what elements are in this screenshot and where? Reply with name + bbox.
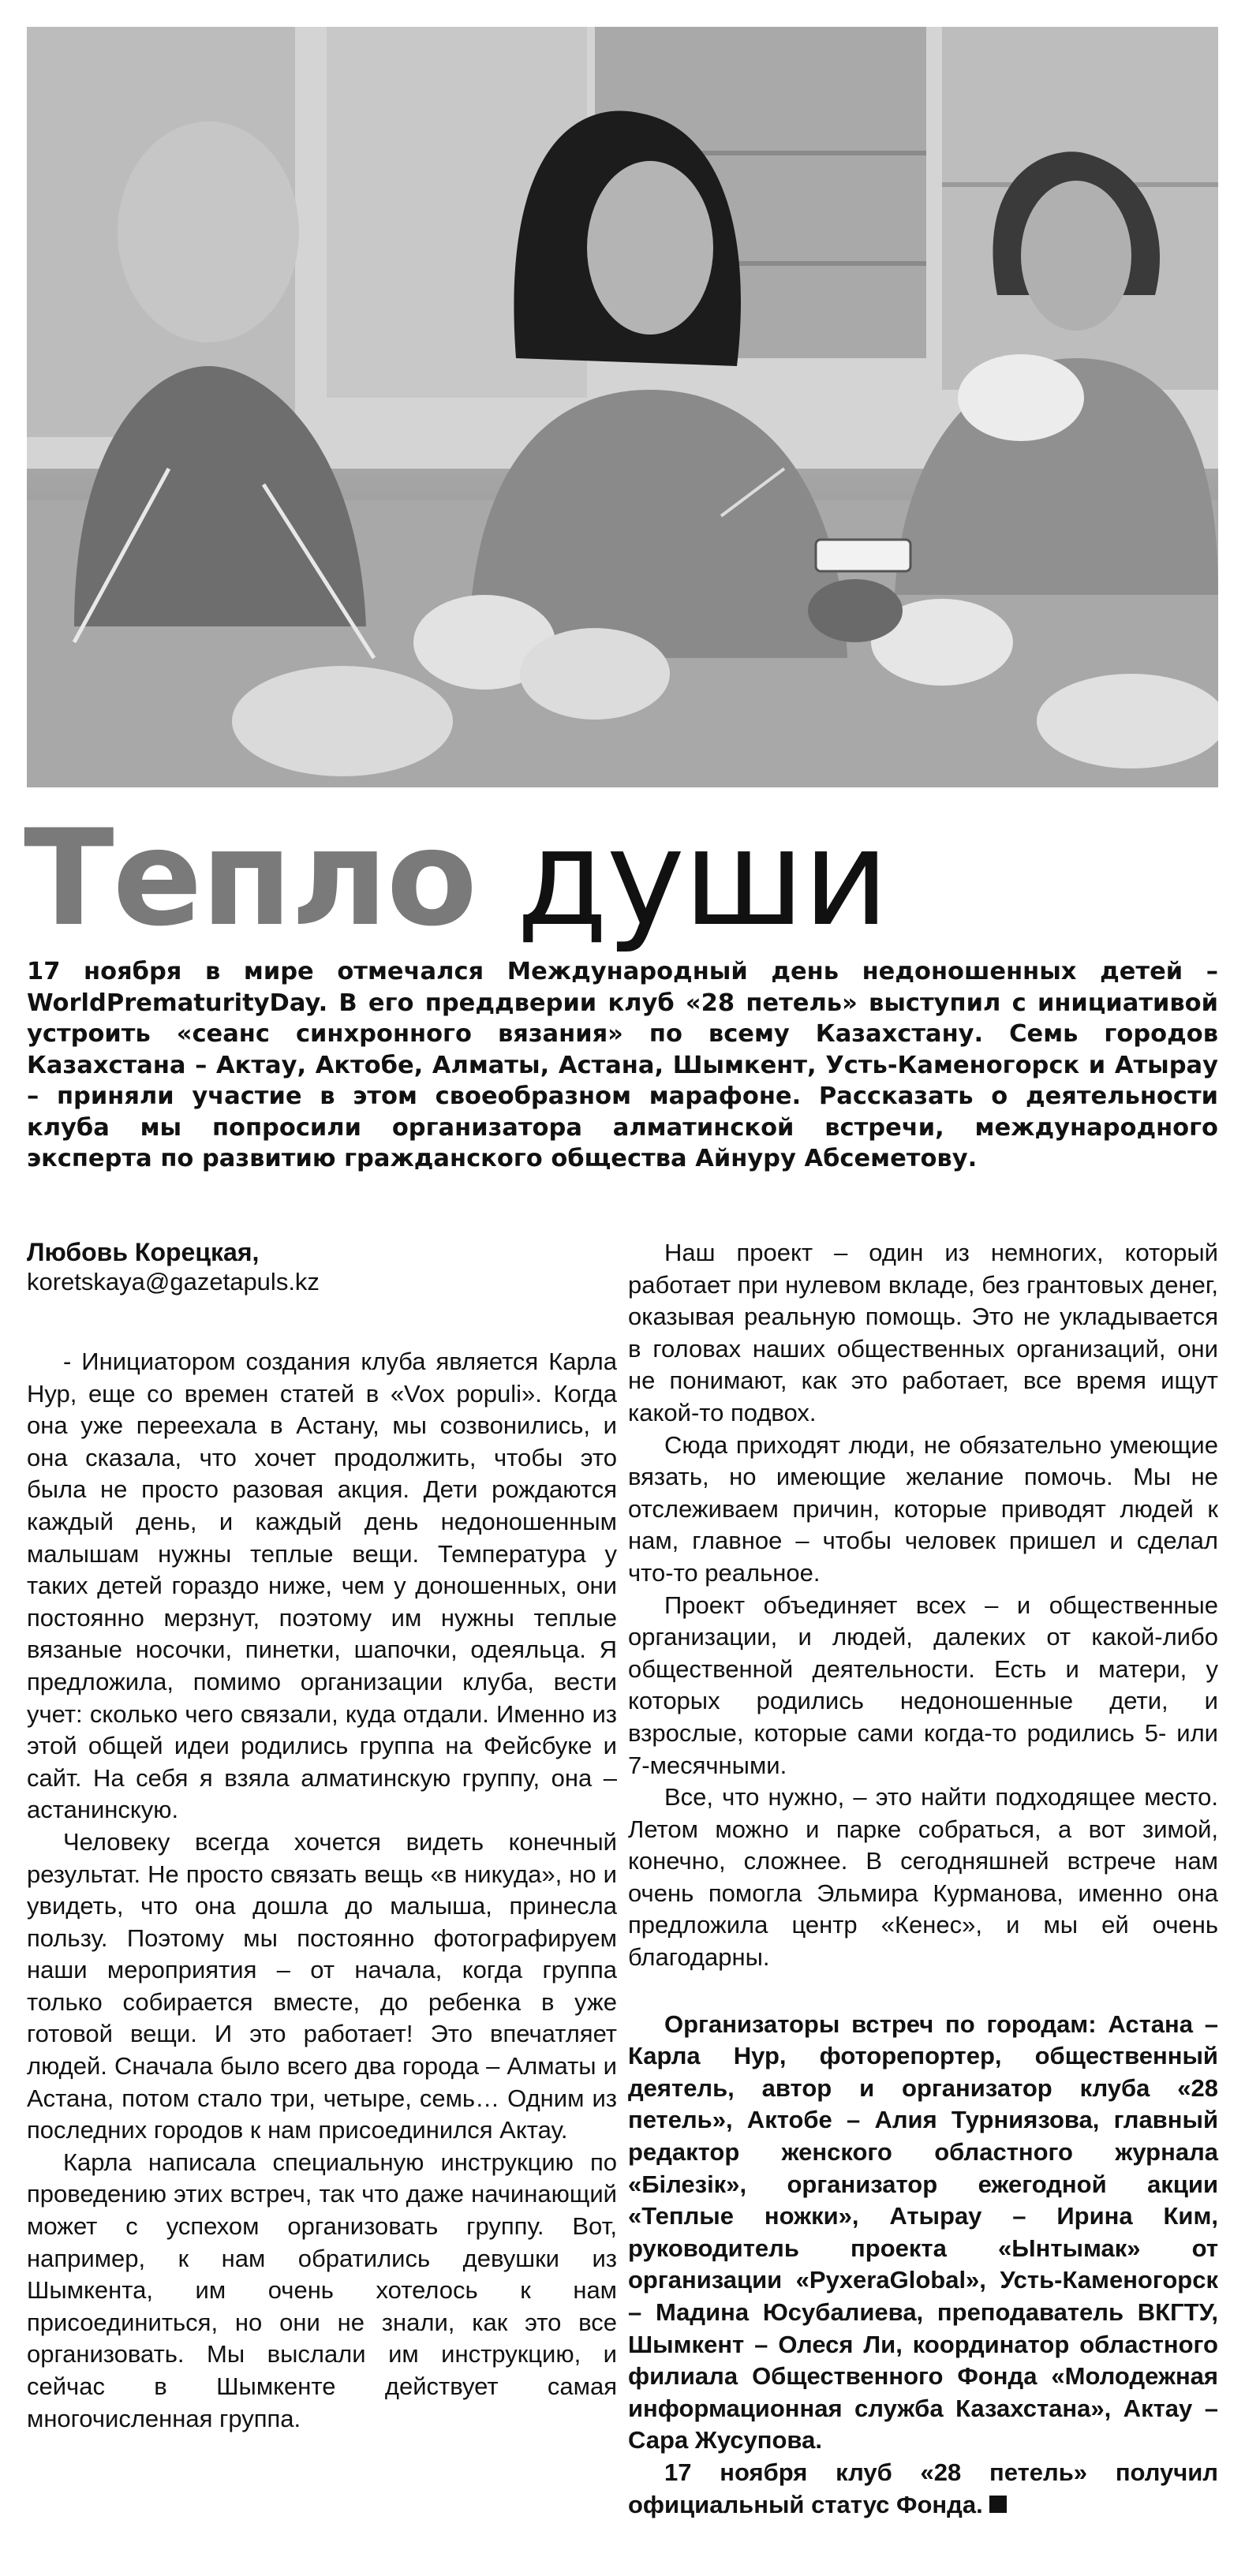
article-lead: 17 ноября в мире отмечался Международный день недоношенных детей – WorldPrematurityDay. В его преддверии клуб «28 петель» выступил с инициативой устроить «сеанс синхронного вязания» по всему Казахстану. Семь городов Казахстана – Актау, Актобе, Алматы, Астана, Шымкент, Усть-Каменогорск и Атырау – приняли участие в этом своеобразном марафоне. Рассказать о деятельности клуба мы попросили организатора алматинской встречи, международного эксперта по развитию гражданского общества Айнуру Абсеметову. bbox=[27, 958, 1218, 1172]
paragraph: - Инициатором создания клуба является Карла Нур, еще со времен статей в «Vox populi». Когда она уже переехала в Астану, мы созвонились, и она сказала, что хочет продолжить, чтобы это была не просто разовая акция. Дети рождаются каждый день, и каждый день недоношенным малышам нужны теплые вещи. Температура у таких детей гораздо ниже, чем у доношенных, они постоянно мерзнут, поэтому им нужны теплые вязаные носочки, пинетки, шапочки, одеяльца. Я предложила, помимо организации клуба, вести учет: сколько чего связали, куда отдали. Именно из этой общей идеи родились группа на Фейсбуке и сайт. На себя я взяла алматинскую группу, она – астанинскую. bbox=[27, 1348, 617, 1824]
paragraph: Проект объединяет всех – и общественные организации, и людей, далеких от какой-либо общественной деятельности. Есть и матери, у которых родились недоношенные дети, и взрослые, которые сами когда-то родились 5- или 7-месячными. bbox=[628, 1591, 1218, 1779]
paragraph: Человеку всегда хочется видеть конечный результат. Не просто связать вещь «в никуда», но и увидеть, что она дошла до малыша, принесла пользу. Поэтому мы постоянно фотографируем наши мероприятия – от начала, когда группа только собирается вместе, до ребенка в уже готовой вещи. И это работает! Это впечатляет людей. Сначала было всего два города – Алматы и Астана, потом стало три, четыре, семь… Одним из последних городов к нам присоединился Актау. bbox=[27, 1827, 617, 2144]
article-headline bbox=[24, 803, 1215, 953]
author-name: Любовь Корецкая, bbox=[27, 1238, 260, 1266]
paragraph: Наш проект – один из немногих, который работает при нулевом вкладе, без грантовых денег, оказывая реальную помощь. Это не укладывается в головах наших общественных организаций, они не понимают, как это работает, все время ищут какой-то подвох. bbox=[628, 1239, 1218, 1426]
right-column bbox=[628, 1237, 1218, 2521]
paragraph: Карла написала специальную инструкцию по проведению этих встреч, так что даже начинающий может с успехом организовать группу. Вот, например, к нам обратились девушки из Шымкента, им очень хотелось к нам присоединиться, но они не знали, как это все организовать. Мы выслали им инструкцию, и сейчас в Шымкенте действует самая многочисленная группа. bbox=[27, 2148, 617, 2432]
paragraph: Сюда приходят люди, не обязательно умеющие вязать, но имеющие желание помочь. Мы не отслеживаем причин, которые приводят людей к нам, главное – чтобы человек пришел и сделал что-то реальное. bbox=[628, 1430, 1218, 1587]
closing-text: 17 ноября клуб «28 петель» получил официальный статус Фонда. bbox=[628, 2458, 1218, 2518]
paragraph: Все, что нужно, – это найти подходящее место. Летом можно и парке собраться, а вот зимой, конечно, сложнее. В сегодняшней встрече нам очень помогла Эльмира Курманова, именно она предложила центр «Кенес», и мы ей очень благодарны. bbox=[628, 1783, 1218, 1972]
headline-word-1: Тепло bbox=[24, 801, 477, 955]
organizers-paragraph: Организаторы встреч по городам: Астана – Карла Нур, фоторепортер, общественный деятель, автор и организатор клуба «28 петель», Актобе – Алия Турниязова, главный редактор женского областного журнала «Білезік», организатор ежегодной акции «Теплые ножки», Атырау – Ирина Ким, руководитель проекта «Ынтымак» от организации «PyxeraGlobal», Усть-Каменогорск – Мадина Юсубалиева, преподаватель ВКГТУ, Шымкент – Олеся Ли, координатор областного филиала Общественного Фонда «Молодежная информационная служба Казахстана», Актау – Сара Жусупова. bbox=[628, 2010, 1218, 2454]
left-column bbox=[27, 1237, 617, 2435]
knitting-women-photo bbox=[27, 27, 1218, 787]
author-email[interactable]: koretskaya@gazetapuls.kz bbox=[27, 1268, 320, 1295]
end-of-article-square-icon bbox=[989, 2496, 1007, 2513]
headline-word-2: души bbox=[516, 801, 888, 955]
closing-paragraph bbox=[628, 2457, 1218, 2521]
article-photo bbox=[27, 27, 1218, 787]
